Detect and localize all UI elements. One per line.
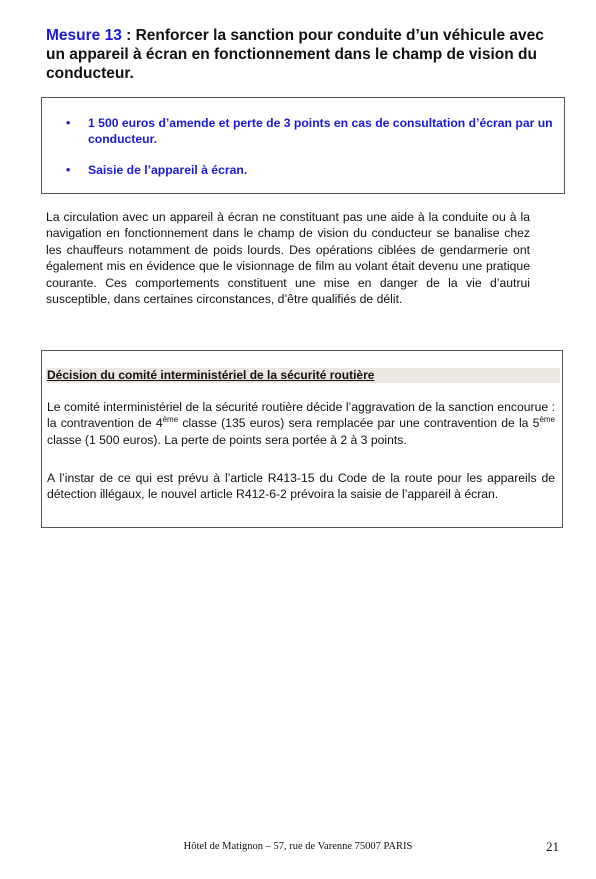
decision-text-part: classe (1 500 euros). La perte de points sera portée à 2 à 3 points.: [47, 432, 407, 447]
footer-address: Hôtel de Matignon – 57, rue de Varenne 75007 PARIS: [183, 841, 413, 852]
measure-title: Renforcer la sanction pour conduite d’un véhicule avec un appareil à écran en fonctionnement dans le champ de vision du conducteur.: [46, 27, 544, 82]
ordinal-superscript: ème: [162, 415, 179, 425]
bullet-icon: •: [66, 116, 71, 130]
bullet-icon: •: [66, 163, 71, 177]
summary-item-fine: [66, 115, 566, 147]
measure-number: Mesure 13: [46, 27, 122, 44]
decision-text-part: classe (135 euros) sera remplacée par une contravention de la 5: [178, 416, 540, 431]
measure-separator: :: [121, 27, 136, 44]
decision-text-part: Le comité interministériel de la sécurité routière décide l’aggravation de la sanction encourue : la contravention de 4: [47, 400, 555, 431]
decision-box: [41, 350, 563, 528]
decision-paragraph-sanction: [47, 399, 555, 448]
measure-heading: [46, 26, 556, 83]
summary-item-text: 1 500 euros d’amende et perte de 3 points en cas de consultation d’écran par un conducteur.: [88, 116, 553, 146]
decision-title: Décision du comité interministériel de la sécurité routière: [47, 368, 375, 382]
ordinal-superscript: ème: [539, 415, 555, 425]
summary-item-text: Saisie de l’appareil à écran.: [88, 163, 248, 177]
summary-box: [41, 97, 565, 194]
decision-paragraph-seizure: A l’instar de ce qui est prévu à l’article R413-15 du Code de la route pour les appareils de détection illégaux, le nouvel article R412-6-2 prévoira la saisie de l’appareil à écran.: [47, 471, 555, 502]
page-number: 21: [546, 839, 559, 854]
summary-item-seizure: [66, 162, 566, 178]
context-paragraph: La circulation avec un appareil à écran ne constituant pas une aide à la conduite ou à la navigation en fonctionnement dans le champ de vision du conducteur se banalise chez les chauffeurs notamment de poids lourds. Des opérations ciblées de gendarmerie ont également mis en évidence que le visionnage de film au volant était devenu une pratique courante. Ces comportements constituent une mise en danger de la vie d’autrui susceptible, dans certaines circonstances, d’être qualifiés de délit.: [46, 210, 530, 307]
